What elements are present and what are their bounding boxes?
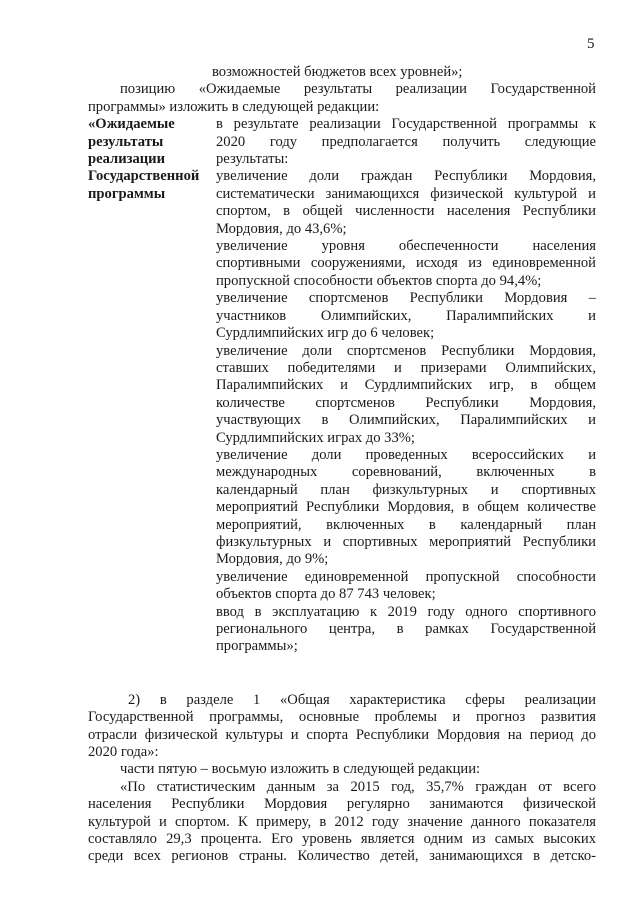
label-line: результаты (88, 133, 164, 150)
value-line: увеличение уровня обеспеченности населения (216, 238, 596, 255)
expected-results-label (88, 116, 216, 656)
text-line: Государственной программы, основные проблемы и прогноз развития (88, 709, 596, 726)
text-line: программы» изложить в следующей редакции: (88, 98, 380, 115)
value-line: мероприятий, включенных в календарный план (216, 516, 596, 533)
value-line: пропускной способности объектов спорта до 94,4%; (216, 272, 542, 289)
text-line: позицию «Ожидаемые результаты реализации Государственной (120, 81, 596, 98)
expected-results-row (88, 116, 596, 656)
value-line: спортивными сооружениями, исходя из единовременной (216, 255, 596, 272)
value-line: Мордовия, до 9%; (216, 551, 329, 568)
value-line: Паралимпийских и Сурдлимпийских игр, в общем (216, 377, 596, 394)
value-line: в результате реализации Государственной программы к (216, 116, 596, 133)
value-line: Мордовия, до 43,6%; (216, 220, 347, 237)
value-line: результаты: (216, 151, 289, 168)
value-line: увеличение доли спортсменов Республики Мордовия, (216, 342, 596, 359)
value-line: спортом, в общей численности населения Республики (216, 203, 596, 220)
value-line: 2020 году предполагается получить следующие (216, 133, 596, 150)
value-line: ставших победителями и призерами Олимпийских, (216, 359, 596, 376)
expected-results-value (216, 116, 596, 656)
value-line: увеличение единовременной пропускной способности (216, 568, 596, 585)
text-line: 2020 года»: (88, 744, 159, 761)
document-body (88, 64, 596, 866)
value-line: участвующих в Олимпийских, Паралимпийских и (216, 412, 596, 429)
paragraph-gap (88, 656, 596, 692)
value-line: программы»; (216, 638, 298, 655)
text-line: 2) в разделе 1 «Общая характеристика сферы реализации (128, 691, 596, 708)
value-line: увеличение доли граждан Республики Мордовия, (216, 168, 596, 185)
value-line: международных соревнований, включенных в (216, 464, 596, 481)
label-line: реализации (88, 151, 166, 168)
text-line: «По статистическим данным за 2015 год, 35,7% граждан от всего (120, 778, 596, 795)
value-line: участников Олимпийских, Паралимпийских и (216, 307, 596, 324)
text-line: составляло 29,3 процента. Его уровень является одним из самых высоких (88, 831, 596, 848)
text-line: населения Республики Мордовия регулярно занимаются физической (88, 796, 596, 813)
label-line: Государственной (88, 168, 200, 185)
value-line: ввод в эксплуатацию к 2019 году одного спортивного (216, 603, 596, 620)
value-line: систематически занимающихся физической культурой и (216, 185, 596, 202)
value-line: календарный план физкультурных и спортивных (216, 481, 596, 498)
value-line: количестве спортсменов Республики Мордовия, (216, 394, 596, 411)
value-line: увеличение доли проведенных всероссийских и (216, 446, 596, 463)
value-line: Сурдлимпийских игр до 6 человек; (216, 325, 435, 342)
value-line: увеличение спортсменов Республики Мордовия – (216, 290, 596, 307)
text-line: среди всех регионов страны. Количество детей, занимающихся в детско- (88, 848, 596, 865)
text-line: отрасли физической культуры и спорта Республики Мордовия на период до (88, 726, 596, 743)
value-line: мероприятий Республики Мордовия, в общем количестве (216, 499, 596, 516)
value-line: Сурдлимпийских играх до 33%; (216, 429, 415, 446)
value-line: объектов спорта до 87 743 человек; (216, 586, 436, 603)
label-line: программы (88, 185, 166, 202)
text-line: части пятую – восьмую изложить в следующей редакции: (120, 761, 481, 778)
value-line: физкультурных и спортивных мероприятий Республики (216, 533, 596, 550)
label-line: «Ожидаемые (88, 116, 175, 133)
value-line: регионального центра, в рамках Государственной (216, 621, 596, 637)
text-line: культурой и спортом. К примеру, в 2012 году значение данного показателя (88, 813, 596, 830)
page-number: 5 (587, 36, 595, 52)
text-line: возможностей бюджетов всех уровней»; (212, 64, 463, 80)
